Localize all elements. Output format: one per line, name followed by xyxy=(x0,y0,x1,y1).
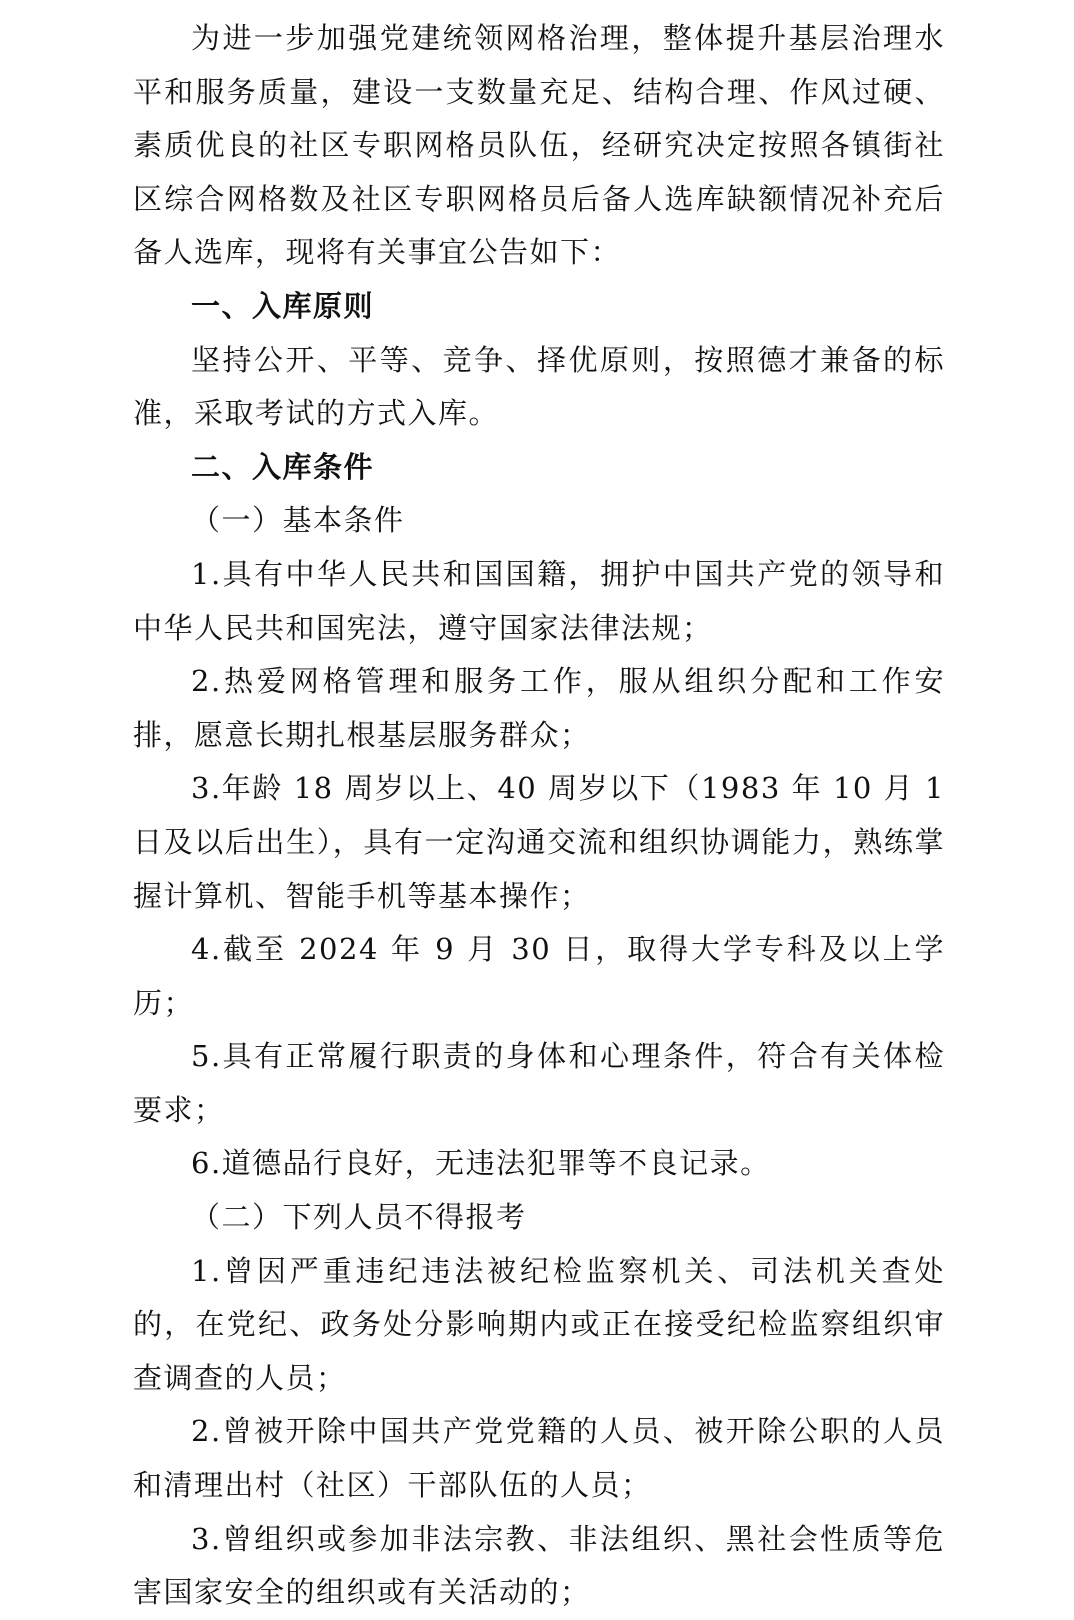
basic-condition-item: 4.截至 2024 年 9 月 30 日，取得大学专科及以上学历； xyxy=(133,932,945,1020)
subsection-heading-exclusions: （二）下列人员不得报考 xyxy=(191,1200,527,1235)
basic-condition-item: 2.热爱网格管理和服务工作，服从组织分配和工作安排，愿意长期扎根基层服务群众； xyxy=(133,664,945,752)
basic-condition-item: 3.年龄 18 周岁以上、40 周岁以下（1983 年 10 月 1 日及以后出生），具有一定沟通交流和组织协调能力，熟练掌握计算机、智能手机等基本操作； xyxy=(133,771,945,913)
principles-paragraph: 坚持公开、平等、竞争、择优原则，按照德才兼备的标准，采取考试的方式入库。 xyxy=(133,342,945,431)
exclusion-item: 3.曾组织或参加非法宗教、非法组织、黑社会性质等危害国家安全的组织或有关活动的； xyxy=(133,1521,945,1610)
basic-condition-item: 5.具有正常履行职责的身体和心理条件，符合有关体检要求； xyxy=(133,1039,945,1127)
exclusion-item: 1.曾因严重违纪违法被纪检监察机关、司法机关查处的，在党纪、政务处分影响期内或正在接受纪检监察组织审查调查的人员； xyxy=(133,1253,945,1395)
intro-paragraph: 为进一步加强党建统领网格治理，整体提升基层治理水平和服务质量，建设一支数量充足、结构合理、作风过硬、素质优良的社区专职网格员队伍，经研究决定按照各镇街社区综合网格数及社区专职网格员后备人选库缺额情况补充后备人选库，现将有关事宜公告如下： xyxy=(133,21,945,270)
basic-condition-item: 6.道德品行良好，无违法犯罪等不良记录。 xyxy=(191,1146,771,1181)
basic-condition-item: 1.具有中华人民共和国国籍，拥护中国共产党的领导和中华人民共和国宪法，遵守国家法律法规； xyxy=(133,556,945,645)
document-body xyxy=(133,12,945,1620)
section-heading-principles: 一、入库原则 xyxy=(191,288,375,323)
subsection-heading-basic: （一）基本条件 xyxy=(191,503,405,538)
exclusion-item: 2.曾被开除中国共产党党籍的人员、被开除公职的人员和清理出村（社区）干部队伍的人员； xyxy=(133,1414,945,1503)
section-heading-conditions: 二、入库条件 xyxy=(191,449,375,484)
